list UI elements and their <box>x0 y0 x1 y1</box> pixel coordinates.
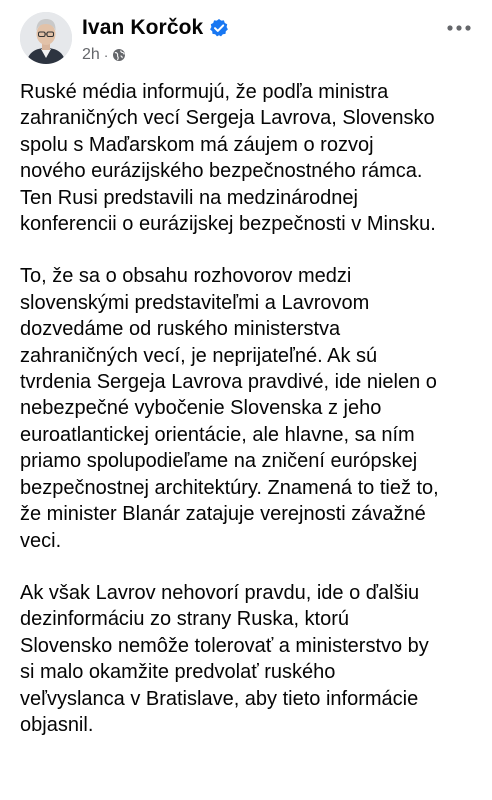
avatar-image <box>20 12 72 64</box>
post-meta <box>82 46 126 64</box>
post-body <box>20 79 482 764</box>
post-paragraph-1: Ruské média informujú, že podľa ministra zahraničných vecí Sergeja Lavrova, Slovensko spolu s Maďarskom má záujem o rozvoj nového eurázijského bezpečnostného rámca. Ten Rusi predstavili na medzinárodnej konferencii o eurázijskej bezpečnosti v Minsku. <box>20 81 436 236</box>
author-row <box>82 16 229 40</box>
post-header <box>20 12 482 68</box>
more-options-button[interactable] <box>444 16 474 40</box>
post-paragraph-2: To, že sa o obsahu rozhovorov medzi slovenskými predstaviteľmi a Lavrovom dozvedáme od ruského ministerstva zahraničných vecí, je neprijateľné. Ak sú tvrdenia Sergeja Lavrova pravdivé, ide nielen o nebezpečné vybočenie Slovenska z jeho euroatlantickej orientácie, ale hlavne, sa ním priamo spolupodieľame na zničení európskej bezpečnostnej architektúry. Znamená to tiež to, že minister Blanár zatajuje verejnosti závažné veci. <box>20 265 439 552</box>
post-paragraph-3: Ak však Lavrov nehovorí pravdu, ide o ďalšiu dezinformáciu zo strany Ruska, ktorú Slovensko nemôže tolerovať a ministerstvo by si malo okamžite predvolať ruského veľvyslanca v Bratislave, aby tieto informácie objasnil. <box>20 581 429 736</box>
meta-separator: · <box>103 47 109 63</box>
avatar[interactable] <box>20 12 72 64</box>
post-timestamp[interactable]: 2h <box>82 46 100 63</box>
globe-icon <box>112 48 126 62</box>
author-name[interactable]: Ivan Korčok <box>82 16 204 39</box>
verified-badge-icon <box>209 18 229 38</box>
more-horizontal-icon <box>446 24 472 32</box>
